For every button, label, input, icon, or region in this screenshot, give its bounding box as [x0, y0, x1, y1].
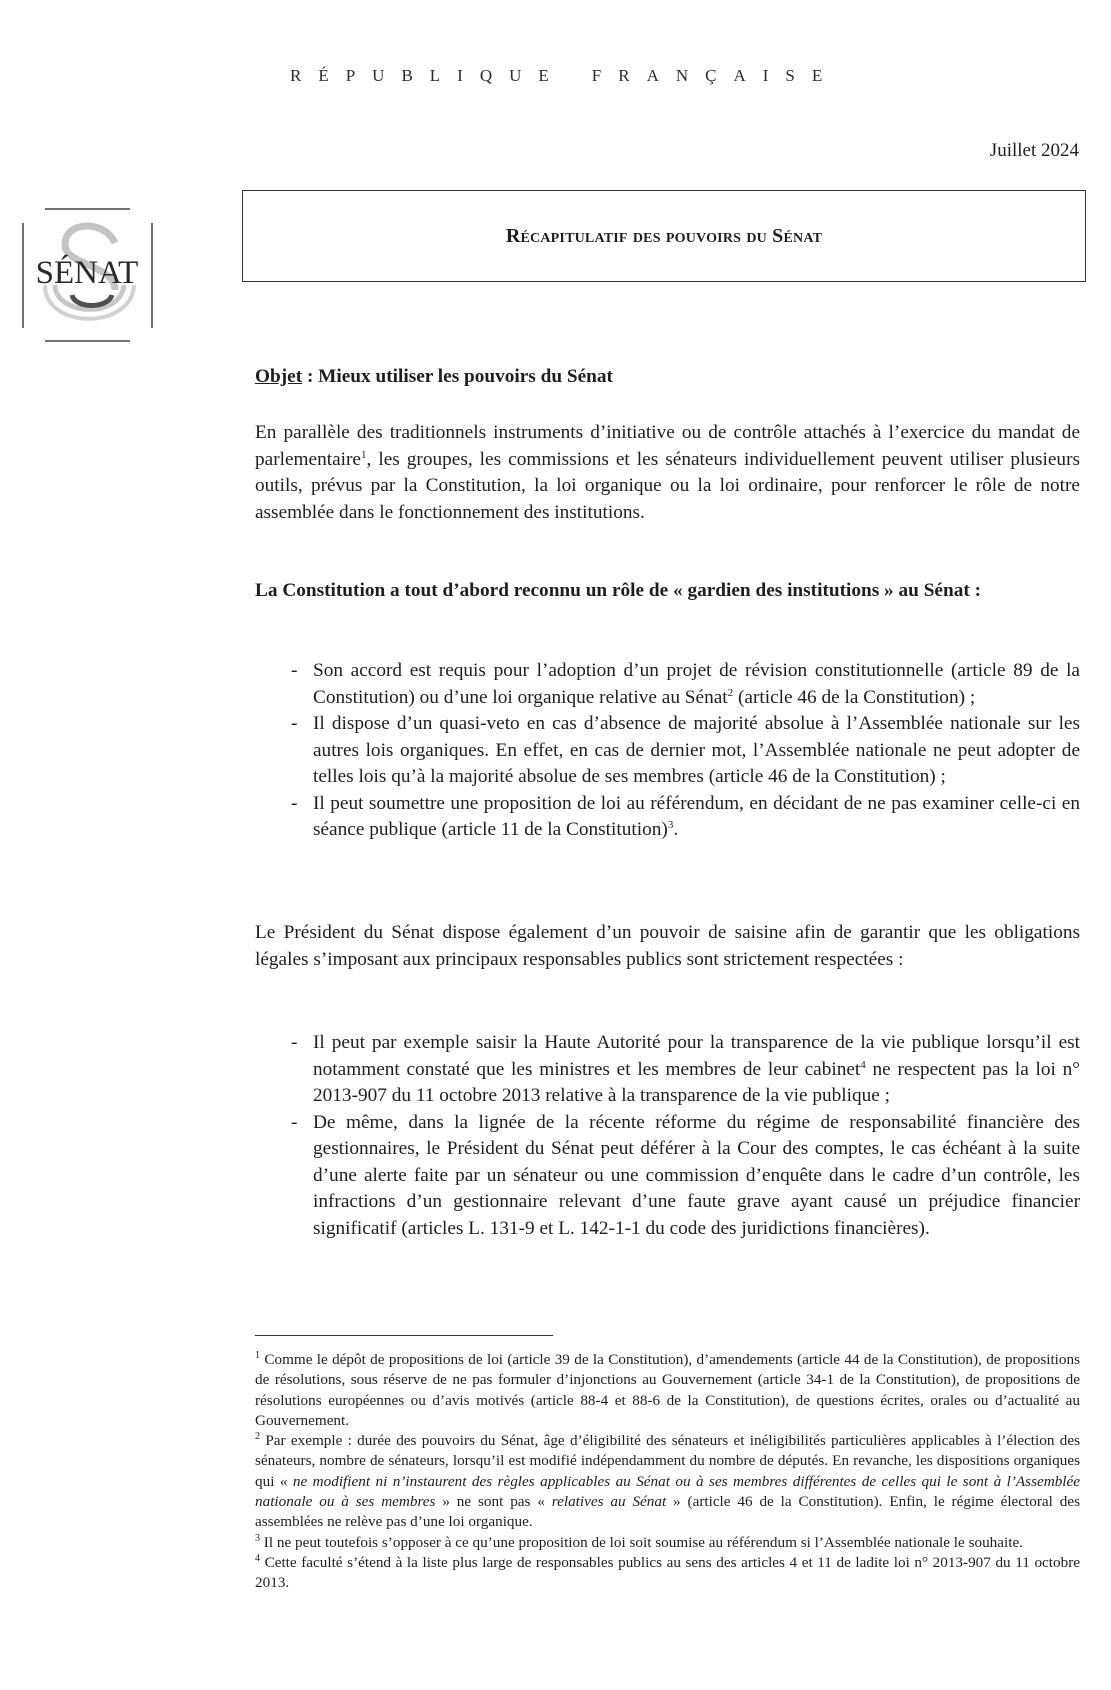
list-item: - Son accord est requis pour l’adoption d’un projet de révision constitutionnelle (article 89 de la Constitution) ou d’une loi organique relative au Sénat$^2$ (article 46 de la Constitution) ;: [255, 658, 1080, 711]
footnote-4: $^4$ Cette faculté s’étend à la liste plus large de responsables publics au sens des articles 4 et 11 de ladite loi n° 2013-907 du 11 octobre 2013.: [255, 1552, 1080, 1592]
svg-text:SÉNAT: SÉNAT: [35, 255, 139, 291]
objet-text: : Mieux utiliser les pouvoirs du Sénat: [302, 366, 613, 387]
list-item: - De même, dans la lignée de la récente réforme du régime de responsabilité financière des gestionnaires, le Président du Sénat peut déférer à la Cour des comptes, le cas échéant à la suite d’une alerte faite par un sénateur ou une commission d’enquête dans le cadre d’un contrôle, les infractions d’un gestionnaire relevant d’une faute grave ayant causé un préjudice financier significatif (articles L. 131-9 et L. 142-1-1 du code des juridictions financières).: [255, 1110, 1080, 1243]
footnote-ref-3[interactable]: 3: [667, 819, 674, 831]
objet-line: [255, 364, 1080, 391]
senat-logo: [20, 205, 160, 345]
footnote-2: $^2$ Par exemple : durée des pouvoirs du Sénat, âge d’éligibilité des sénateurs et inéligibilités particulières applicables à l’élection des sénateurs, nombre de sénateurs, lorsqu’il est modifié indépendamment du nombre de députés. En revanche, les dispositions organiques qui « ne modifient ni n’instaurent des règles applicables au Sénat ou à ses membres différentes de celles qui le sont à l’Assemblée nationale ou à ses membres » ne sont pas « relatives au Sénat » (article 46 de la Constitution). Enfin, le régime électoral des assemblées ne relève pas d’une loi organique.: [255, 1431, 1080, 1531]
document-title: Récapitulatif des pouvoirs du Sénat: [505, 224, 823, 247]
list-item: - Il peut soumettre une proposition de loi au référendum, en décidant de ne pas examiner celle-ci en séance publique (article 11 de la Constitution)$^3$.: [255, 791, 1080, 844]
objet-label: Objet: [255, 366, 303, 387]
list-item: - Il dispose d’un quasi-veto en cas d’absence de majorité absolue à l’Assemblée nationale sur les autres lois organiques. En effet, en cas de dernier mot, l’Assemblée nationale ne peut adopter de telles lois qu’à la majorité absolue de ses membres (article 46 de la Constitution) ;: [255, 711, 1080, 791]
section1-heading: La Constitution a tout d’abord reconnu un rôle de « gardien des institutions » au Sénat :: [255, 580, 982, 601]
republique-francaise-header: [290, 66, 839, 86]
section2-list: [255, 1030, 1080, 1242]
footnote-ref-2[interactable]: 2: [727, 686, 734, 699]
document-title-box: [242, 190, 1086, 282]
footnote-ref-1[interactable]: 1: [360, 448, 367, 461]
footnote-1: $^1$ Comme le dépôt de propositions de loi (article 39 de la Constitution), d’amendements (article 44 de la Constitution), de propositions de résolutions, sous réserve de ne pas formuler d’injonctions au Gouvernement (article 34-1 de la Constitution), de propositions de résolutions européennes ou d’avis motivés (article 88-4 et 88-6 de la Constitution), de questions écrites, orales ou d’actualité au Gouvernement.: [255, 1350, 1080, 1429]
list-item: - Il peut par exemple saisir la Haute Autorité pour la transparence de la vie publique lorsqu’il est notamment constaté que les ministres et les membres de leur cabinet$^4$ ne respectent pas la loi n° 2013-907 du 11 octobre 2013 relative à la transparence de la vie publique ;: [255, 1030, 1080, 1110]
footnotes: [255, 1350, 1080, 1594]
republique-word: RÉPUBLIQUE: [290, 66, 566, 85]
intro-paragraph: En parallèle des traditionnels instruments d’initiative ou de contrôle attachés à l’exercice du mandat de parlementaire$^1$, les groupes, les commissions et les sénateurs individuellement peuvent utiliser plusieurs outils, prévus par la Constitution, la loi organique ou la loi ordinaire, pour renforcer le rôle de notre assemblée dans le fonctionnement des institutions.: [255, 422, 1080, 523]
francaise-word: FRANÇAISE: [591, 66, 840, 85]
section1-list: [255, 658, 1080, 844]
document-date: Juillet 2024: [989, 140, 1079, 161]
footnote-separator: [255, 1335, 553, 1336]
footnote-ref-4[interactable]: 4: [860, 1058, 866, 1071]
senat-logo-icon: [20, 205, 160, 345]
section2-intro: Le Président du Sénat dispose également d’un pouvoir de saisine afin de garantir que les obligations légales s’imposant aux principaux responsables publics sont strictement respectées :: [255, 922, 1080, 970]
footnote-3: $^3$ Il ne peut toutefois s’opposer à ce qu’une proposition de loi soit soumise au référendum si l’Assemblée nationale le souhaite.: [255, 1532, 1023, 1551]
